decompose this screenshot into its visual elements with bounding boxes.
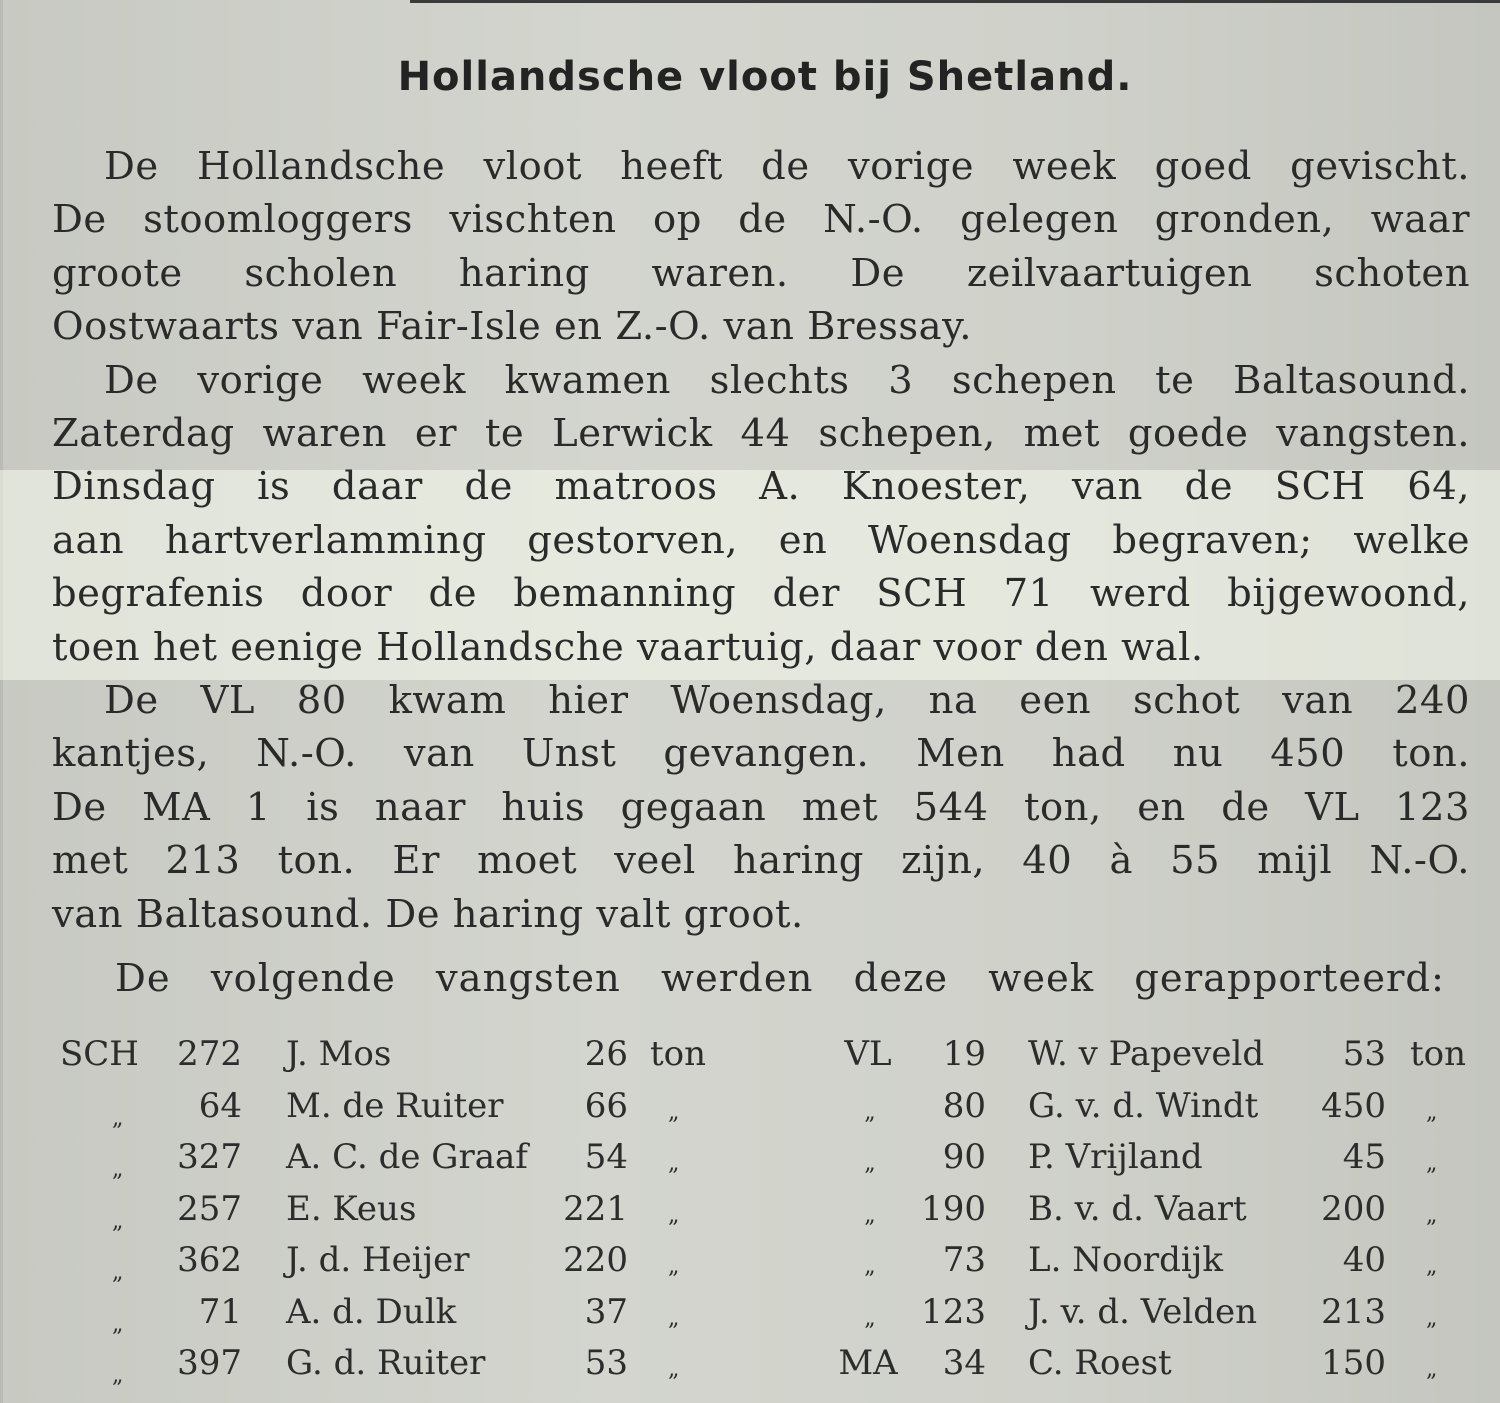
catch-quantity: 213 [1321, 1291, 1386, 1332]
skipper-name: C. Roest [1028, 1343, 1172, 1383]
vessel-prefix: „ [112, 1157, 124, 1182]
catch-unit: „ [668, 1202, 680, 1228]
table-row [0, 1240, 1500, 1292]
catch-quantity: 54 [584, 1137, 628, 1177]
article-line: Dinsdag is daar de matroos A. Knoester, van de SCH 64, [52, 464, 1470, 510]
article-line: toen het eenige Hollandsche vaartuig, daar voor den wal. [52, 624, 1204, 670]
catches-table [0, 1034, 1500, 1395]
article-line: kantjes, N.-O. van Unst gevangen. Men had nu 450 ton. [52, 731, 1470, 777]
catch-quantity: 37 [584, 1291, 628, 1332]
vessel-number: 73 [942, 1240, 986, 1280]
skipper-name: W. v Papeveld [1028, 1034, 1265, 1074]
vessel-prefix: „ [112, 1208, 124, 1234]
catch-quantity: 45 [1342, 1137, 1386, 1177]
catch-unit: „ [668, 1305, 680, 1331]
catch-quantity: 53 [584, 1343, 628, 1383]
article-body [52, 140, 1470, 941]
vessel-prefix: „ [112, 1260, 124, 1285]
catch-quantity: 66 [584, 1085, 628, 1126]
skipper-name: B. v. d. Vaart [1028, 1188, 1247, 1229]
vessel-prefix: SCH [60, 1034, 139, 1074]
skipper-name: E. Keus [286, 1188, 417, 1229]
skipper-name: L. Noordijk [1028, 1240, 1223, 1280]
table-row [0, 1137, 1500, 1189]
vessel-number: 397 [177, 1343, 242, 1383]
catch-unit: „ [668, 1254, 680, 1279]
vessel-prefix: „ [864, 1254, 876, 1279]
catch-quantity: 53 [1342, 1034, 1386, 1074]
vessel-prefix: VL [844, 1034, 892, 1074]
skipper-name: P. Vrijland [1028, 1137, 1203, 1177]
catch-unit: „ [1426, 1357, 1438, 1382]
catch-quantity: 220 [563, 1240, 628, 1280]
article-line: De Hollandsche vloot heeft de vorige week goed gevischt. [104, 144, 1470, 189]
article-line: met 213 ton. Er moet veel haring zijn, 40 à 55 mijl N.-O. [52, 838, 1470, 884]
article-line: groote scholen haring waren. De zeilvaartuigen schoten [52, 250, 1470, 296]
catches-intro: De volgende vangsten werden deze week gerapporteerd: [115, 956, 1445, 1001]
skipper-name: G. v. d. Windt [1028, 1085, 1259, 1126]
vessel-number: 327 [177, 1137, 242, 1177]
skipper-name: J. d. Heijer [286, 1240, 470, 1280]
skipper-name: M. de Ruiter [286, 1085, 504, 1126]
catch-quantity: 221 [563, 1188, 628, 1229]
article-line: De stoomloggers vischten op de N.-O. gelegen gronden, waar [52, 197, 1470, 243]
vessel-number: 64 [198, 1085, 242, 1126]
catch-unit: „ [1426, 1099, 1438, 1125]
catch-unit: „ [668, 1099, 680, 1125]
article-line: De VL 80 kwam hier Woensdag, na een schot van 240 [104, 678, 1470, 724]
skipper-name: J. Mos [286, 1034, 392, 1074]
vessel-number: 190 [921, 1188, 986, 1229]
vessel-number: 257 [177, 1188, 242, 1229]
vessel-prefix: MA [838, 1343, 898, 1383]
article-line: begrafenis door de bemanning der SCH 71 werd bijgewoond, [52, 571, 1470, 617]
article-line: aan hartverlamming gestorven, en Woensdag begraven; welke [52, 517, 1470, 563]
vessel-prefix: „ [112, 1311, 124, 1337]
vessel-number: 123 [921, 1291, 986, 1332]
table-row [0, 1292, 1500, 1344]
article-title: Hollandsche vloot bij Shetland. [397, 54, 1133, 100]
vessel-prefix: „ [864, 1099, 876, 1125]
vessel-prefix: „ [112, 1363, 124, 1388]
catch-unit: „ [1426, 1305, 1438, 1331]
vessel-number: 80 [942, 1085, 986, 1126]
skipper-name: J. v. d. Velden [1028, 1291, 1257, 1332]
catch-quantity: 450 [1321, 1085, 1386, 1126]
table-row [0, 1086, 1500, 1138]
vessel-prefix: „ [864, 1202, 876, 1228]
catch-unit: „ [1426, 1254, 1438, 1279]
article-line: Zaterdag waren er te Lerwick 44 schepen, met goede vangsten. [52, 411, 1470, 457]
vessel-number: 272 [177, 1034, 242, 1074]
vessel-number: 90 [942, 1137, 986, 1177]
article-line: De MA 1 is naar huis gegaan met 544 ton, en de VL 123 [52, 784, 1470, 830]
column-rule-top [410, 0, 1500, 3]
table-row [0, 1343, 1500, 1395]
catch-unit: „ [668, 1357, 680, 1382]
vessel-number: 362 [177, 1240, 242, 1280]
article-line: Oostwaarts van Fair-Isle en Z.-O. van Bressay. [52, 304, 973, 350]
vessel-prefix: „ [864, 1305, 876, 1331]
skipper-name: G. d. Ruiter [286, 1343, 486, 1383]
vessel-number: 34 [942, 1343, 986, 1383]
vessel-number: 71 [198, 1291, 242, 1332]
catch-quantity: 200 [1321, 1188, 1386, 1229]
article-line: De vorige week kwamen slechts 3 schepen te Baltasound. [104, 357, 1470, 403]
table-row [0, 1189, 1500, 1241]
catch-unit: „ [668, 1151, 680, 1176]
catch-unit: ton [1410, 1034, 1467, 1074]
catch-unit: „ [1426, 1151, 1438, 1176]
catch-unit: „ [1426, 1202, 1438, 1228]
catch-quantity: 40 [1342, 1240, 1386, 1280]
catch-unit: ton [650, 1034, 707, 1074]
catch-quantity: 150 [1321, 1343, 1386, 1383]
vessel-prefix: „ [864, 1151, 876, 1176]
article-line: van Baltasound. De haring valt groot. [52, 891, 804, 937]
skipper-name: A. C. de Graaf [286, 1137, 528, 1177]
skipper-name: A. d. Dulk [286, 1291, 457, 1332]
catch-quantity: 26 [584, 1034, 628, 1074]
vessel-number: 19 [942, 1034, 986, 1074]
vessel-prefix: „ [112, 1105, 124, 1131]
table-row [0, 1034, 1500, 1086]
